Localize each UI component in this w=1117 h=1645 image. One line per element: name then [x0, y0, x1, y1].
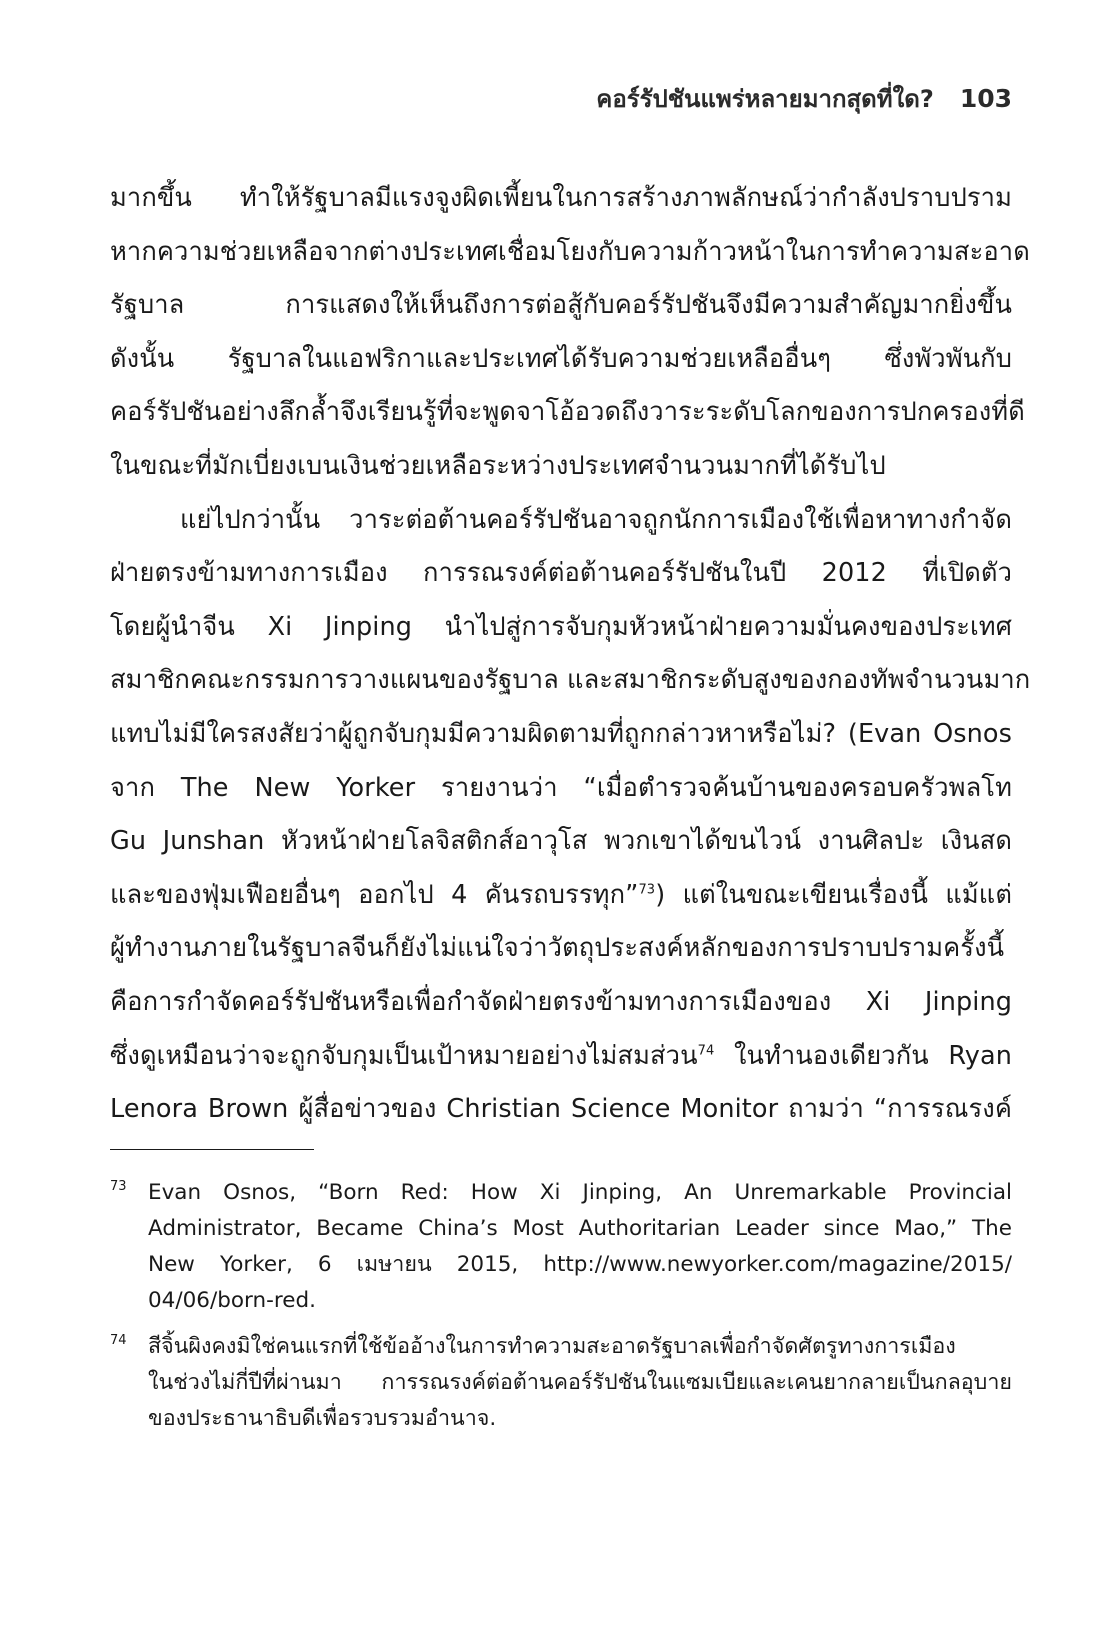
body-line: ผู้ทำงานภายในรัฐบาลจีนก็ยังไม่แน่ใจว่าวัตถุประสงค์หลักของการปราบปรามครั้งนี้	[110, 933, 1005, 964]
footnote-number: 73	[110, 1179, 127, 1194]
body-line-segment: ) แต่ในขณะเขียนเรื่องนี้ แม้แต่	[655, 879, 1012, 910]
footnote-line: Evan Osnos, “Born Red: How Xi Jinping, An Unremarkable Provincial	[148, 1180, 1012, 1205]
running-title: คอร์รัปชันแพร่หลายมากสุดที่ใด?	[596, 84, 934, 113]
body-line: คือการกำจัดคอร์รัปชันหรือเพื่อกำจัดฝ่ายตรงข้ามทางการเมืองของ Xi Jinping	[110, 986, 1012, 1017]
body-line: ฝ่ายตรงข้ามทางการเมือง การรณรงค์ต่อต้านคอร์รัปชันในปี 2012 ที่เปิดตัว	[110, 558, 1012, 589]
body-line: Lenora Brown ผู้สื่อข่าวของ Christian Science Monitor ถามว่า “การรณรงค์	[110, 1094, 1012, 1125]
body-line: Gu Junshan หัวหน้าฝ่ายโลจิสติกส์อาวุโส พวกเขาได้ขนไวน์ งานศิลปะ เงินสด	[110, 826, 1012, 857]
running-header	[110, 78, 1012, 118]
footnote-ref-74[interactable]: 74	[697, 1043, 715, 1058]
body-line: แย่ไปกว่านั้น วาระต่อต้านคอร์รัปชันอาจถูกนักการเมืองใช้เพื่อหาทางกำจัด	[180, 504, 1012, 535]
footnote-line[interactable]: New Yorker, 6 เมษายน 2015, http://www.newyorker.com/magazine/2015/	[148, 1252, 1012, 1277]
body-line: ดังนั้น รัฐบาลในแอฟริกาและประเทศได้รับความช่วยเหลืออื่นๆ ซึ่งพัวพันกับ	[110, 343, 1012, 374]
footnote-73	[110, 1175, 1012, 1319]
footnote-number: 74	[110, 1333, 127, 1348]
body-line: โดยผู้นำจีน Xi Jinping นำไปสู่การจับกุมหัวหน้าฝ่ายความมั่นคงของประเทศ	[110, 611, 1012, 642]
body-line	[110, 869, 1012, 923]
body-text	[110, 172, 1031, 1137]
footnote-divider	[110, 1149, 314, 1150]
body-line: คอร์รัปชันอย่างลึกล้ำจึงเรียนรู้ที่จะพูดจาโอ้อวดถึงวาระระดับโลกของการปกครองที่ดี	[110, 397, 1025, 428]
page-number: 103	[959, 83, 1012, 113]
body-line-segment: และของฟุ่มเฟือยอื่นๆ ออกไป 4 คันรถบรรทุก”	[110, 879, 639, 910]
footnote-line: สีจิ้นผิงคงมิใช่คนแรกที่ใช้ข้ออ้างในการทำความสะอาดรัฐบาลเพื่อกำจัดศัตรูทางการเมือง	[148, 1334, 956, 1359]
body-line: มากขึ้น ทำให้รัฐบาลมีแรงจูงผิดเพี้ยนในการสร้างภาพลักษณ์ว่ากำลังปราบปราม	[110, 183, 1012, 213]
body-line-segment: ซึ่งดูเหมือนว่าจะถูกจับกุมเป็นเป้าหมายอย่างไม่สมส่วน	[110, 1040, 698, 1071]
footnotes	[110, 1175, 1012, 1447]
footnote-74	[110, 1329, 1012, 1437]
body-line: หากความช่วยเหลือจากต่างประเทศเชื่อมโยงกับความก้าวหน้าในการทำความสะอาด	[110, 236, 1030, 267]
body-line: รัฐบาล การแสดงให้เห็นถึงการต่อสู้กับคอร์รัปชันจึงมีความสำคัญมากยิ่งขึ้น	[110, 290, 1012, 321]
footnote-line: Administrator, Became China’s Most Authoritarian Leader since Mao,” The	[148, 1216, 1012, 1241]
footnote-line[interactable]: 04/06/born-red.	[148, 1288, 316, 1313]
footnote-line: ในช่วงไม่กี่ปีที่ผ่านมา การรณรงค์ต่อต้านคอร์รัปชันในแซมเบียและเคนยากลายเป็นกลอุบาย	[148, 1370, 1012, 1395]
body-line: สมาชิกคณะกรรมการวางแผนของรัฐบาล และสมาชิกระดับสูงของกองทัพจำนวนมาก	[110, 665, 1031, 696]
body-line: จาก The New Yorker รายงานว่า “เมื่อตำรวจค้นบ้านของครอบครัวพลโท	[110, 772, 1012, 803]
body-line	[110, 1030, 1012, 1084]
footnote-ref-73[interactable]: 73	[638, 882, 656, 898]
body-line: แทบไม่มีใครสงสัยว่าผู้ถูกจับกุมมีความผิดตามที่ถูกกล่าวหาหรือไม่? (Evan Osnos	[110, 718, 1012, 749]
body-line: ในขณะที่มักเบี่ยงเบนเงินช่วยเหลือระหว่างประเทศจำนวนมากที่ได้รับไป	[110, 450, 886, 481]
body-line-segment: ในทำนองเดียวกัน Ryan	[714, 1040, 1012, 1071]
footnote-line: ของประธานาธิบดีเพื่อรวบรวมอำนาจ.	[148, 1406, 497, 1431]
